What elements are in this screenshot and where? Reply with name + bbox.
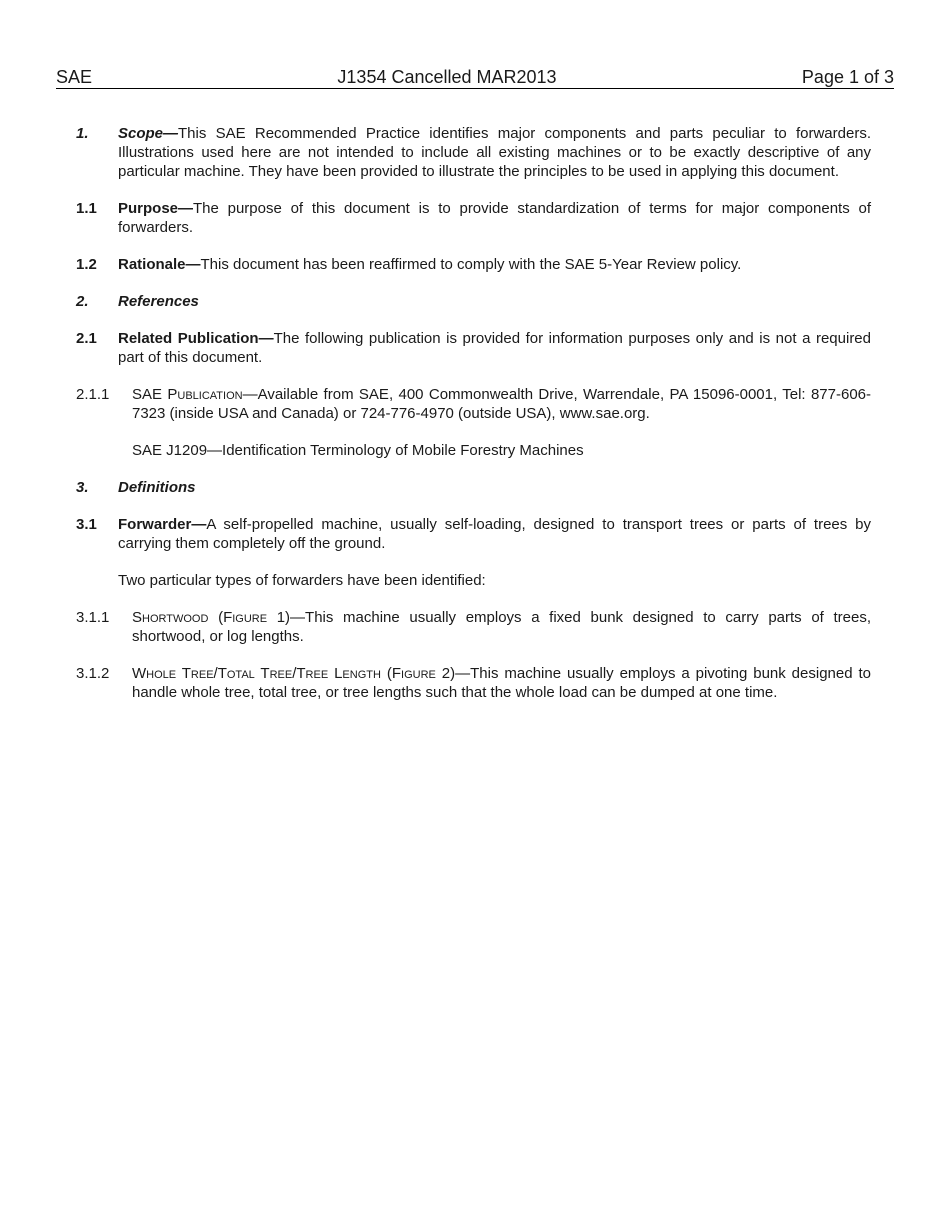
section-title: Purpose— <box>118 200 194 217</box>
section-text: The purpose of this document is to provide standardization of terms for major components of forwarders. <box>118 200 871 236</box>
section-number: 1. <box>76 125 89 142</box>
section-sae-publication <box>76 385 871 423</box>
section-shortwood: 3.1.1 Shortwood (Figure 1)—This machine usually employs a fixed bunk designed to carry parts of trees, shortwood, or log lengths. <box>76 609 871 645</box>
section-purpose <box>76 199 871 237</box>
section-number: 3.1.1 <box>76 609 110 626</box>
section-number: 2.1 <box>76 330 97 347</box>
section-text: —This machine usually employs a fixed bunk designed to carry parts of trees, shortwood, or log lengths. <box>132 609 871 645</box>
section-text: This document has been reaffirmed to comply with the SAE 5-Year Review policy. <box>200 256 742 273</box>
section-related-publication <box>76 329 871 367</box>
section-title: Related Publication— <box>118 330 274 347</box>
section-scope <box>76 124 871 181</box>
section-title: Scope— <box>118 125 179 142</box>
section-title: Definitions <box>118 479 196 496</box>
section-number: 1.2 <box>76 256 97 273</box>
section-text: —This machine usually employs a pivoting bunk designed to handle whole tree, total tree, or tree lengths such that the whole load can be dumped at one time. <box>132 665 871 701</box>
section-text: The following publication is provided for information purposes only and is not a required part of this document. <box>118 330 871 366</box>
section-text: This SAE Recommended Practice identifies major components and parts peculiar to forwarders. Illustrations used here are not intended to include all existing machines or to be exactly descriptive of any particular machine. They have been provided to illustrate the principles to be used in applying this document. <box>118 125 871 180</box>
section-number: 1.1 <box>76 200 97 217</box>
section-references <box>76 292 871 311</box>
page-header <box>56 66 894 89</box>
section-title: Rationale— <box>118 256 201 273</box>
section-number: 3. <box>76 479 89 496</box>
header-org: SAE <box>56 67 93 87</box>
section-number: 3.1.2 <box>76 665 110 682</box>
section-number: 2.1.1 <box>76 386 110 403</box>
header-doc-id: J1354 Cancelled MAR2013 <box>337 67 557 87</box>
figure-ref: Figure <box>223 609 268 626</box>
forwarder-types-note: Two particular types of forwarders have been identified: <box>118 572 486 589</box>
section-title: SAE Publication <box>132 386 243 403</box>
section-title: Shortwood <box>132 609 209 626</box>
section-number: 2. <box>76 293 89 310</box>
section-whole-tree: 3.1.2 Whole Tree/Total Tree/Tree Length (Figure 2)—This machine usually employs a pivoting bunk designed to handle whole tree, total tree, or tree lengths such that the whole load can be dumped at one time. <box>76 665 871 701</box>
section-rationale <box>76 255 871 274</box>
section-number: 3.1 <box>76 516 97 533</box>
section-text: —Available from SAE, 400 Commonwealth Drive, Warrendale, PA 15096-0001, Tel: 877-606-7323 (inside USA and Canada) or 724-776-4970 (outside USA), www.sae.org. <box>132 386 872 422</box>
section-title: Whole Tree/Total Tree/Tree Length <box>132 665 381 682</box>
figure-ref: Figure <box>391 665 436 682</box>
section-definitions <box>76 478 871 497</box>
section-forwarder <box>76 515 871 553</box>
reference-entry: SAE J1209—Identification Terminology of Mobile Forestry Machines <box>132 442 584 459</box>
section-title: Forwarder— <box>118 516 207 533</box>
section-title: References <box>118 293 199 310</box>
document-body <box>76 124 871 720</box>
section-text: A self-propelled machine, usually self-loading, designed to transport trees or parts of trees by carrying them completely off the ground. <box>118 516 871 552</box>
header-page-number: Page 1 of 3 <box>801 67 894 87</box>
